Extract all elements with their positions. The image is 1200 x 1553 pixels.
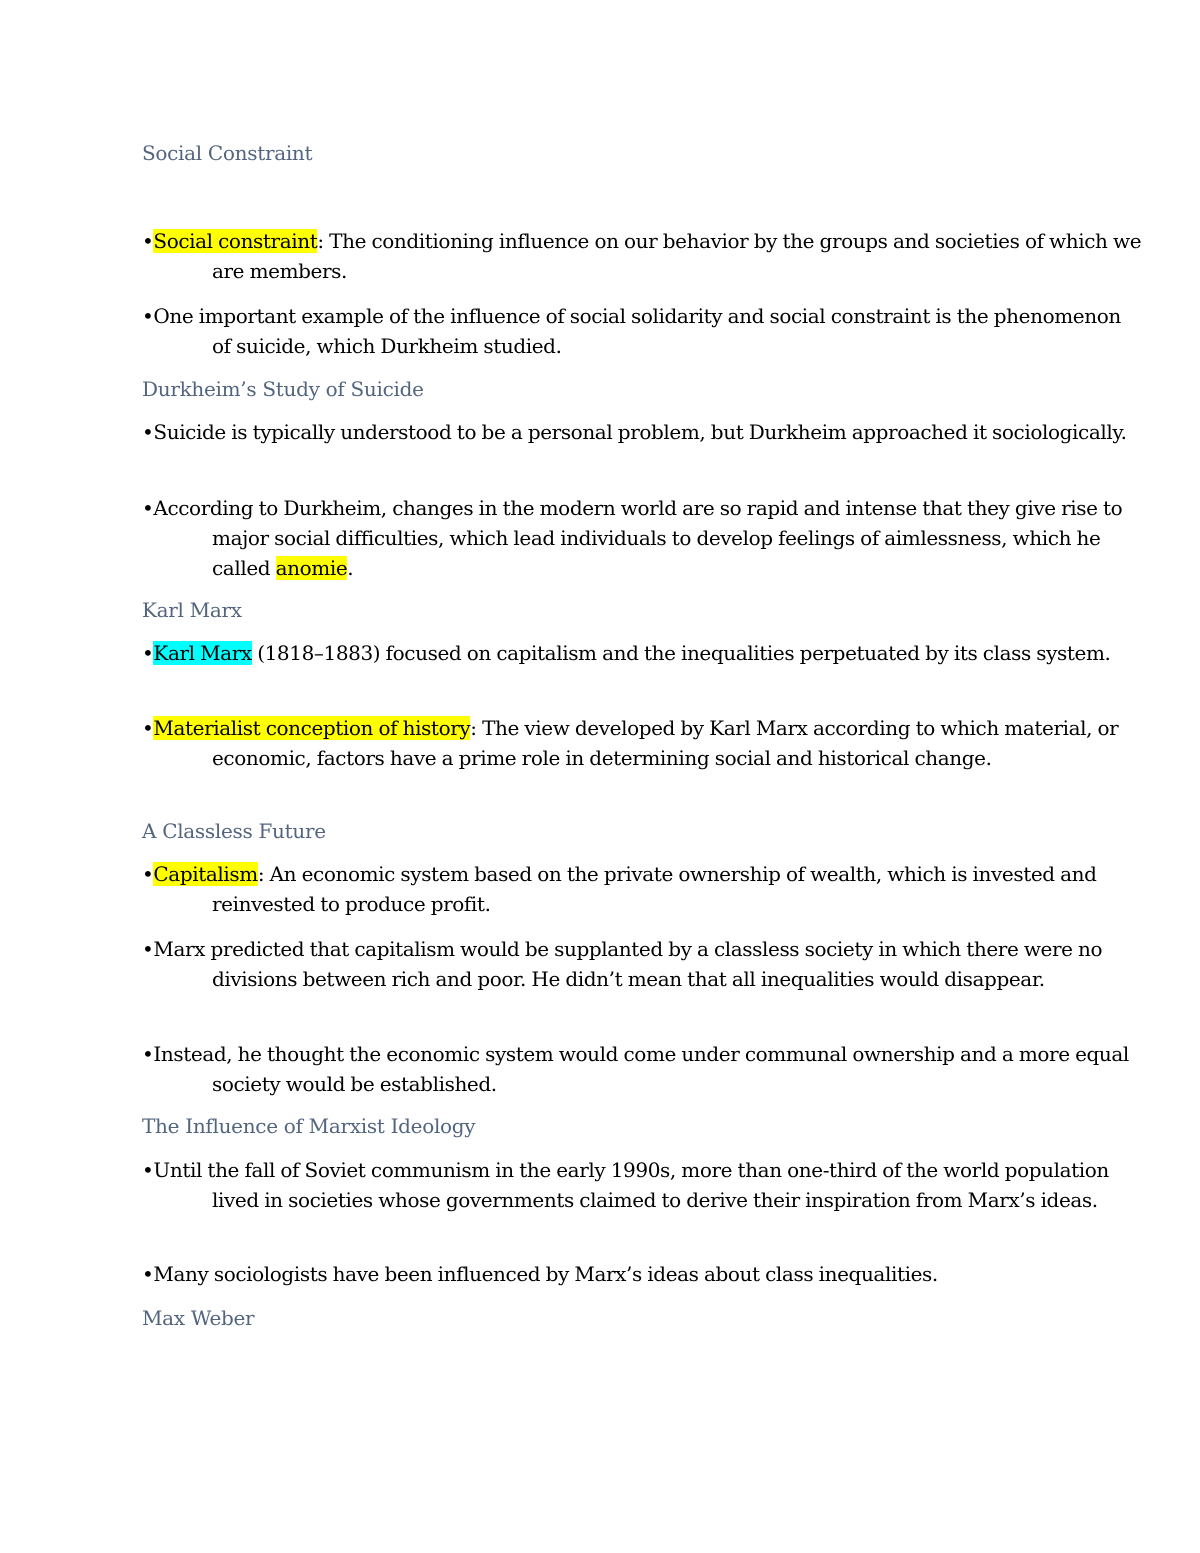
highlighted-term: Karl Marx: [153, 641, 252, 665]
heading-social-constraint: Social Constraint: [142, 141, 313, 165]
heading-durkheim-suicide: Durkheim’s Study of Suicide: [142, 377, 424, 401]
highlighted-term: Capitalism: [153, 862, 258, 886]
paragraph-suicide-personal: [142, 417, 1142, 447]
bullet: •: [142, 1262, 154, 1286]
paragraph-text: : The conditioning influence on our behavior by the groups and societies of which we are members.: [212, 229, 1142, 283]
paragraph-text: According to Durkheim, changes in the modern world are so rapid and intense that they give rise to major social difficulties, which lead individuals to develop feelings of aimlessness, which he called: [153, 496, 1123, 580]
paragraph-text: Many sociologists have been influenced by Marx’s ideas about class inequalities.: [153, 1262, 938, 1286]
bullet: •: [142, 496, 154, 520]
paragraph-soviet-communism: [142, 1155, 1142, 1215]
heading-karl-marx: Karl Marx: [142, 598, 242, 622]
paragraph-text: Instead, he thought the economic system would come under communal ownership and a more equal society would be established.: [153, 1042, 1129, 1096]
bullet: •: [142, 716, 154, 740]
paragraph-suicide-example: [142, 301, 1142, 361]
paragraph-karl-marx: [142, 638, 1142, 668]
paragraph-social-constraint: [142, 226, 1142, 286]
highlighted-term: Materialist conception of history: [153, 716, 471, 740]
highlighted-term: Social constraint: [153, 229, 318, 253]
bullet: •: [142, 862, 154, 886]
heading-marxist-ideology: The Influence of Marxist Ideology: [142, 1114, 476, 1138]
bullet: •: [142, 1042, 154, 1066]
heading-max-weber: Max Weber: [142, 1306, 255, 1330]
paragraph-text: : The view developed by Karl Marx according to which material, or economic, factors have a prime role in determining social and historical change.: [212, 716, 1119, 770]
paragraph-anomie: [142, 493, 1142, 583]
paragraph-text: Suicide is typically understood to be a personal problem, but Durkheim approached it sociologically.: [153, 420, 1127, 444]
bullet: •: [142, 937, 154, 961]
bullet: •: [142, 420, 154, 444]
bullet: •: [142, 1158, 154, 1182]
bullet: •: [142, 641, 154, 665]
paragraph-text: (1818–1883) focused on capitalism and the inequalities perpetuated by its class system.: [251, 641, 1111, 665]
paragraph-text: Marx predicted that capitalism would be supplanted by a classless society in which there were no divisions between rich and poor. He didn’t mean that all inequalities would disappear.: [153, 937, 1103, 991]
paragraph-text: One important example of the influence of social solidarity and social constraint is the phenomenon of suicide, which Durkheim studied.: [153, 304, 1121, 358]
paragraph-capitalism: [142, 859, 1142, 919]
paragraph-text: : An economic system based on the private ownership of wealth, which is invested and reinvested to produce profit.: [212, 862, 1097, 916]
paragraph-marx-prediction: [142, 934, 1142, 994]
highlighted-term: anomie: [275, 556, 348, 580]
paragraph-end: .: [347, 556, 354, 580]
bullet: •: [142, 229, 154, 253]
paragraph-communal-ownership: [142, 1039, 1142, 1099]
paragraph-text: Until the fall of Soviet communism in the early 1990s, more than one-third of the world population lived in societies whose governments claimed to derive their inspiration from Marx’s ideas.: [153, 1158, 1109, 1212]
paragraph-materialist-conception: [142, 713, 1142, 773]
bullet: •: [142, 304, 154, 328]
paragraph-sociologists-influenced: [142, 1259, 1142, 1289]
heading-classless-future: A Classless Future: [142, 819, 326, 843]
